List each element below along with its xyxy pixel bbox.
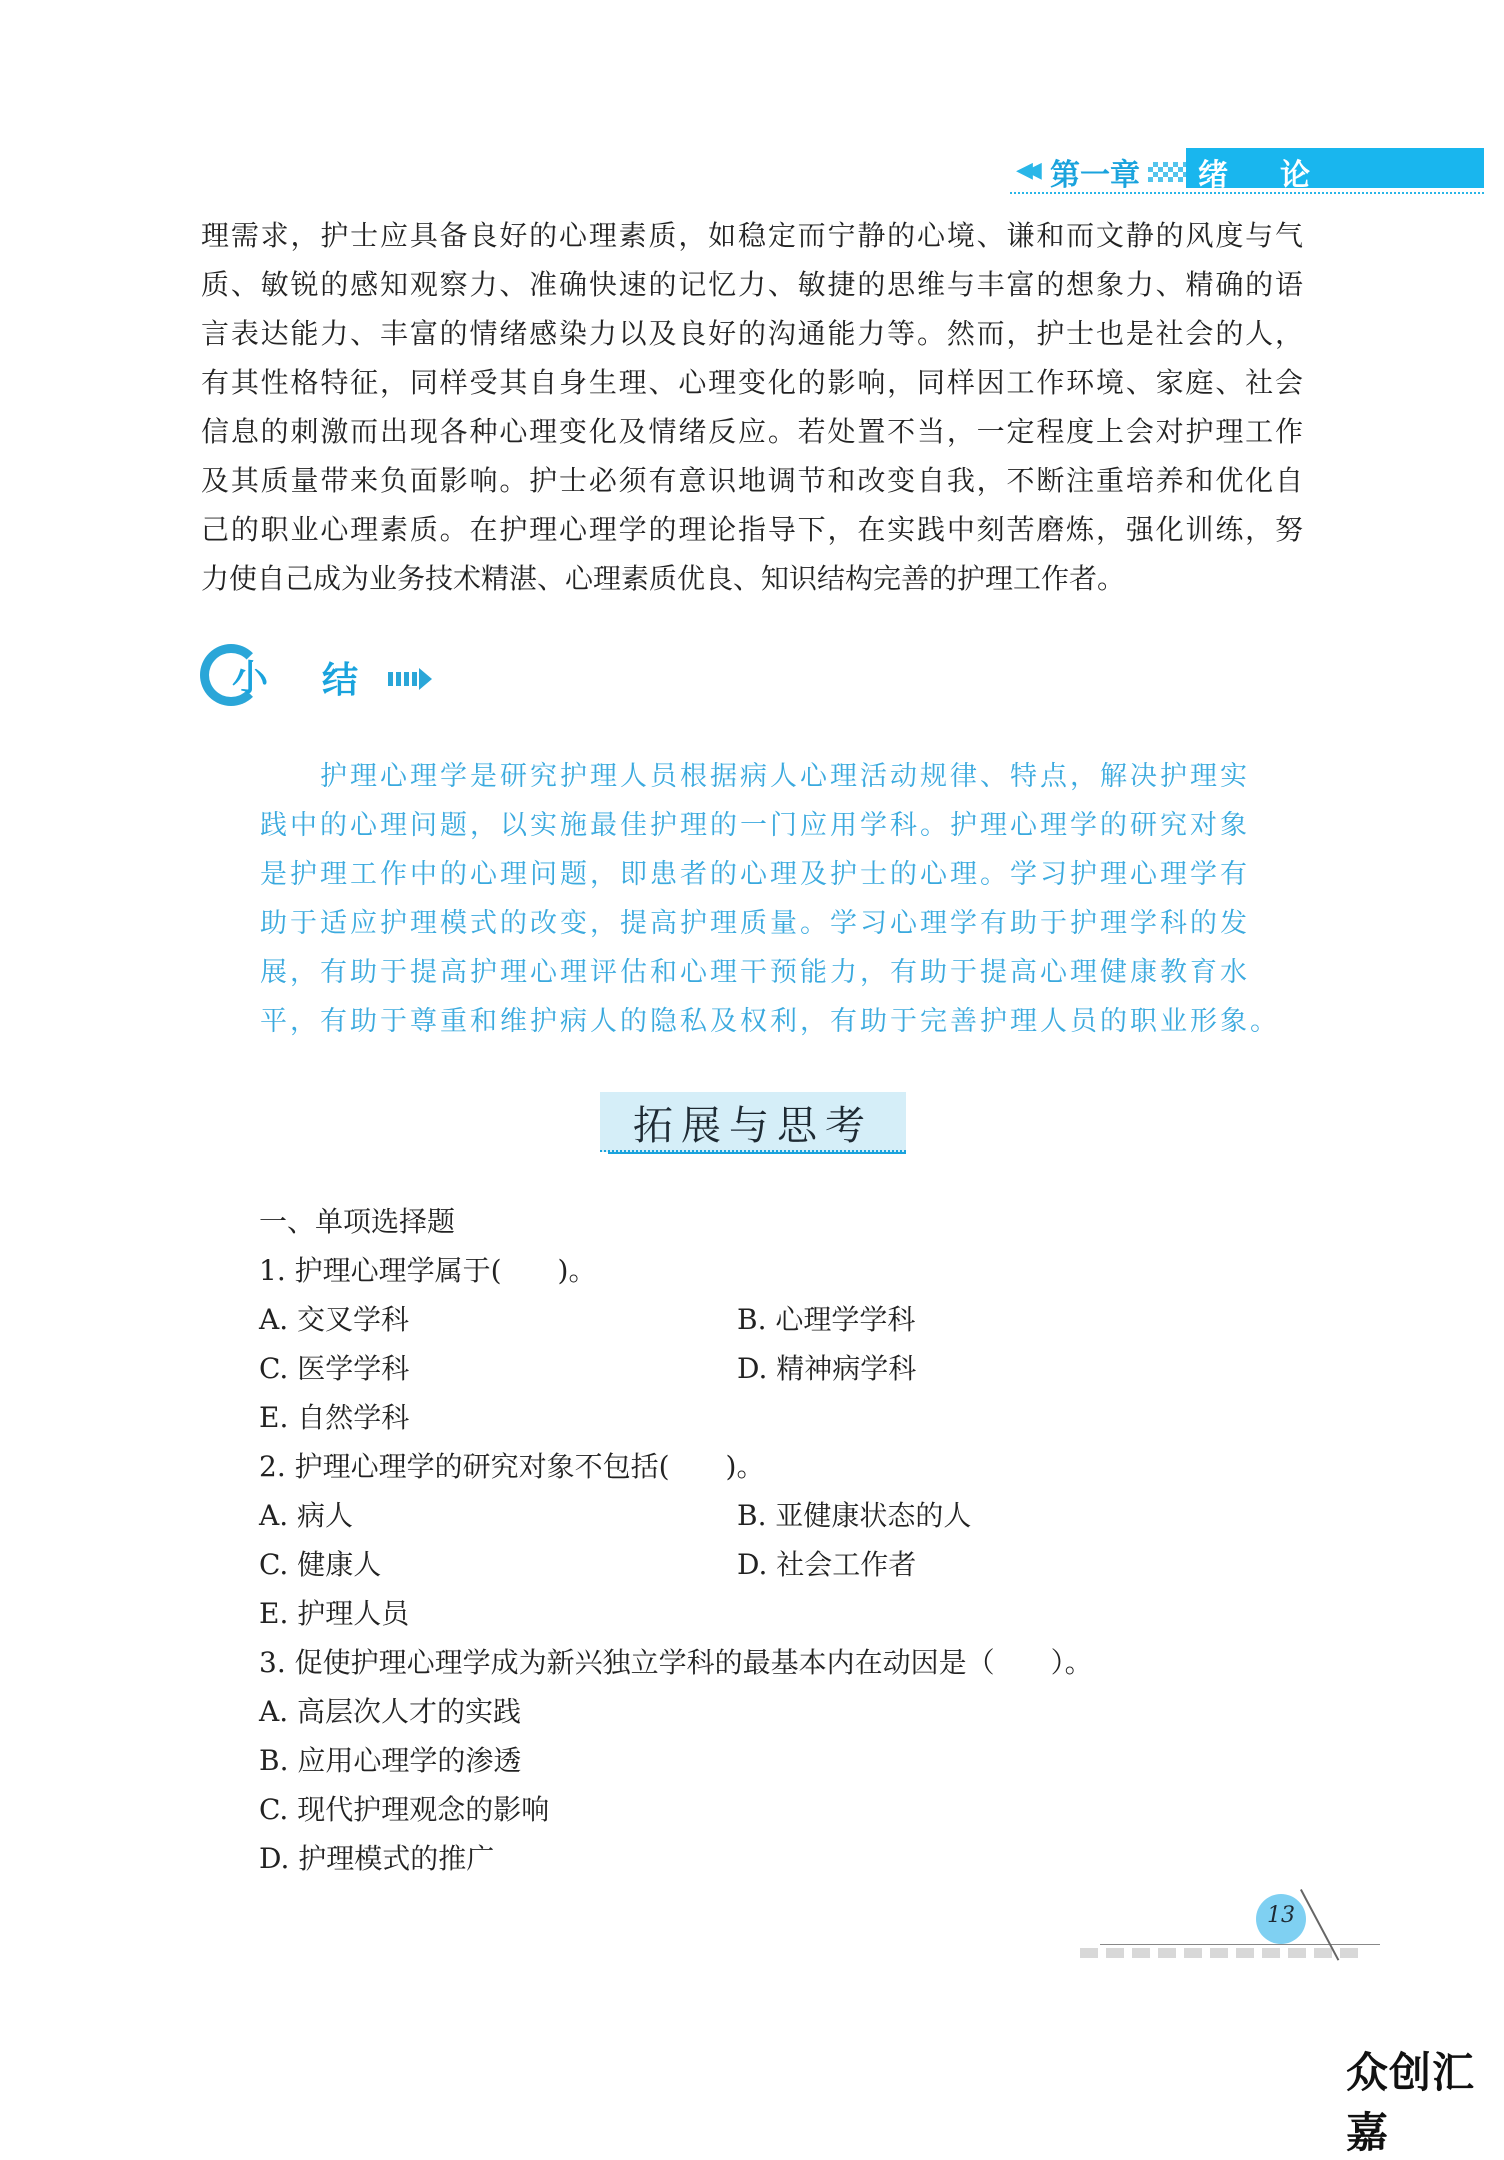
question-2-option-e: E. 护理人员 [259, 1597, 410, 1630]
chapter-title-bar [1186, 148, 1484, 193]
paragraph-line: 信息的刺激而出现各种心理变化及情绪反应。若处置不当，一定程度上会对护理工作 [201, 415, 1303, 448]
summary-line: 护理心理学是研究护理人员根据病人心理活动规律、特点，解决护理实 [260, 761, 1250, 792]
question-1-option-d: D. 精神病学科 [737, 1352, 917, 1385]
question-1-option-e: E. 自然学科 [259, 1401, 410, 1434]
question-3-option-a: A. 高层次人才的实践 [259, 1695, 522, 1728]
summary-line: 展，有助于提高护理心理评估和心理干预能力，有助于提高心理健康教育水 [260, 957, 1250, 988]
chapter-label: 第一章 [1050, 158, 1140, 193]
question-3-stem: 3. 促使护理心理学成为新兴独立学科的最基本内在动因是（ ）。 [259, 1646, 1093, 1679]
striped-arrow-icon [388, 668, 434, 690]
watermark: 众创汇嘉 [1346, 2048, 1476, 2157]
page-footer-rule [1100, 1944, 1380, 1945]
question-section-title: 一、单项选择题 [259, 1205, 456, 1238]
summary-heading [200, 640, 460, 720]
page-number: 13 [1267, 1903, 1295, 1928]
paragraph-line: 己的职业心理素质。在护理心理学的理论指导下，在实践中刻苦磨炼，强化训练，努 [201, 513, 1303, 546]
summary-line: 是护理工作中的心理问题，即患者的心理及护士的心理。学习护理心理学有 [260, 859, 1250, 890]
double-left-arrow-icon: ◀◀ [1016, 158, 1034, 183]
summary-heading-char2: 结 [322, 659, 359, 701]
paragraph-line: 理需求，护士应具备良好的心理素质，如稳定而宁静的心境、谦和而文静的风度与气 [201, 219, 1303, 252]
summary-heading-char1: 小 [232, 657, 269, 699]
question-2-option-d: D. 社会工作者 [737, 1548, 917, 1581]
question-1-option-a: A. 交叉学科 [259, 1303, 410, 1336]
question-1-stem: 1. 护理心理学属于( )。 [259, 1254, 597, 1287]
summary-line: 助于适应护理模式的改变，提高护理质量。学习心理学有助于护理学科的发 [260, 908, 1250, 939]
question-3-option-d: D. 护理模式的推广 [259, 1842, 495, 1875]
question-1-option-c: C. 医学学科 [259, 1352, 410, 1385]
question-3-option-c: C. 现代护理观念的影响 [259, 1793, 550, 1826]
question-2-option-a: A. 病人 [259, 1499, 354, 1532]
body-paragraph [201, 211, 1303, 603]
paragraph-line: 言表达能力、丰富的情绪感染力以及良好的沟通能力等。然而，护士也是社会的人， [201, 317, 1303, 350]
paragraph-line: 力使自己成为业务技术精湛、心理素质优良、知识结构完善的护理工作者。 [201, 562, 1126, 595]
question-3-option-b: B. 应用心理学的渗透 [259, 1744, 522, 1777]
header-dotted-rule [1010, 192, 1484, 194]
question-1-option-b: B. 心理学学科 [737, 1303, 916, 1336]
paragraph-line: 质、敏锐的感知观察力、准确快速的记忆力、敏捷的思维与丰富的想象力、精确的语 [201, 268, 1303, 301]
paragraph-line: 有其性格特征，同样受其自身生理、心理变化的影响，同样因工作环境、家庭、社会 [201, 366, 1303, 399]
question-2-option-c: C. 健康人 [259, 1548, 382, 1581]
chapter-header [1010, 146, 1484, 194]
question-2-stem: 2. 护理心理学的研究对象不包括( )。 [259, 1450, 765, 1483]
paragraph-line: 及其质量带来负面影响。护士必须有意识地调节和改变自我，不断注重培养和优化自 [201, 464, 1303, 497]
summary-line: 平，有助于尊重和维护病人的隐私及权利，有助于完善护理人员的职业形象。 [260, 1006, 1280, 1037]
page-footer-dashes [1080, 1948, 1360, 1958]
question-2-option-b: B. 亚健康状态的人 [737, 1499, 972, 1532]
summary-line: 践中的心理问题，以实施最佳护理的一门应用学科。护理心理学的研究对象 [260, 810, 1250, 841]
extension-title: 拓展与思考 [633, 1103, 873, 1149]
summary-text [260, 752, 1280, 1046]
chapter-title: 绪论 [1198, 158, 1362, 193]
